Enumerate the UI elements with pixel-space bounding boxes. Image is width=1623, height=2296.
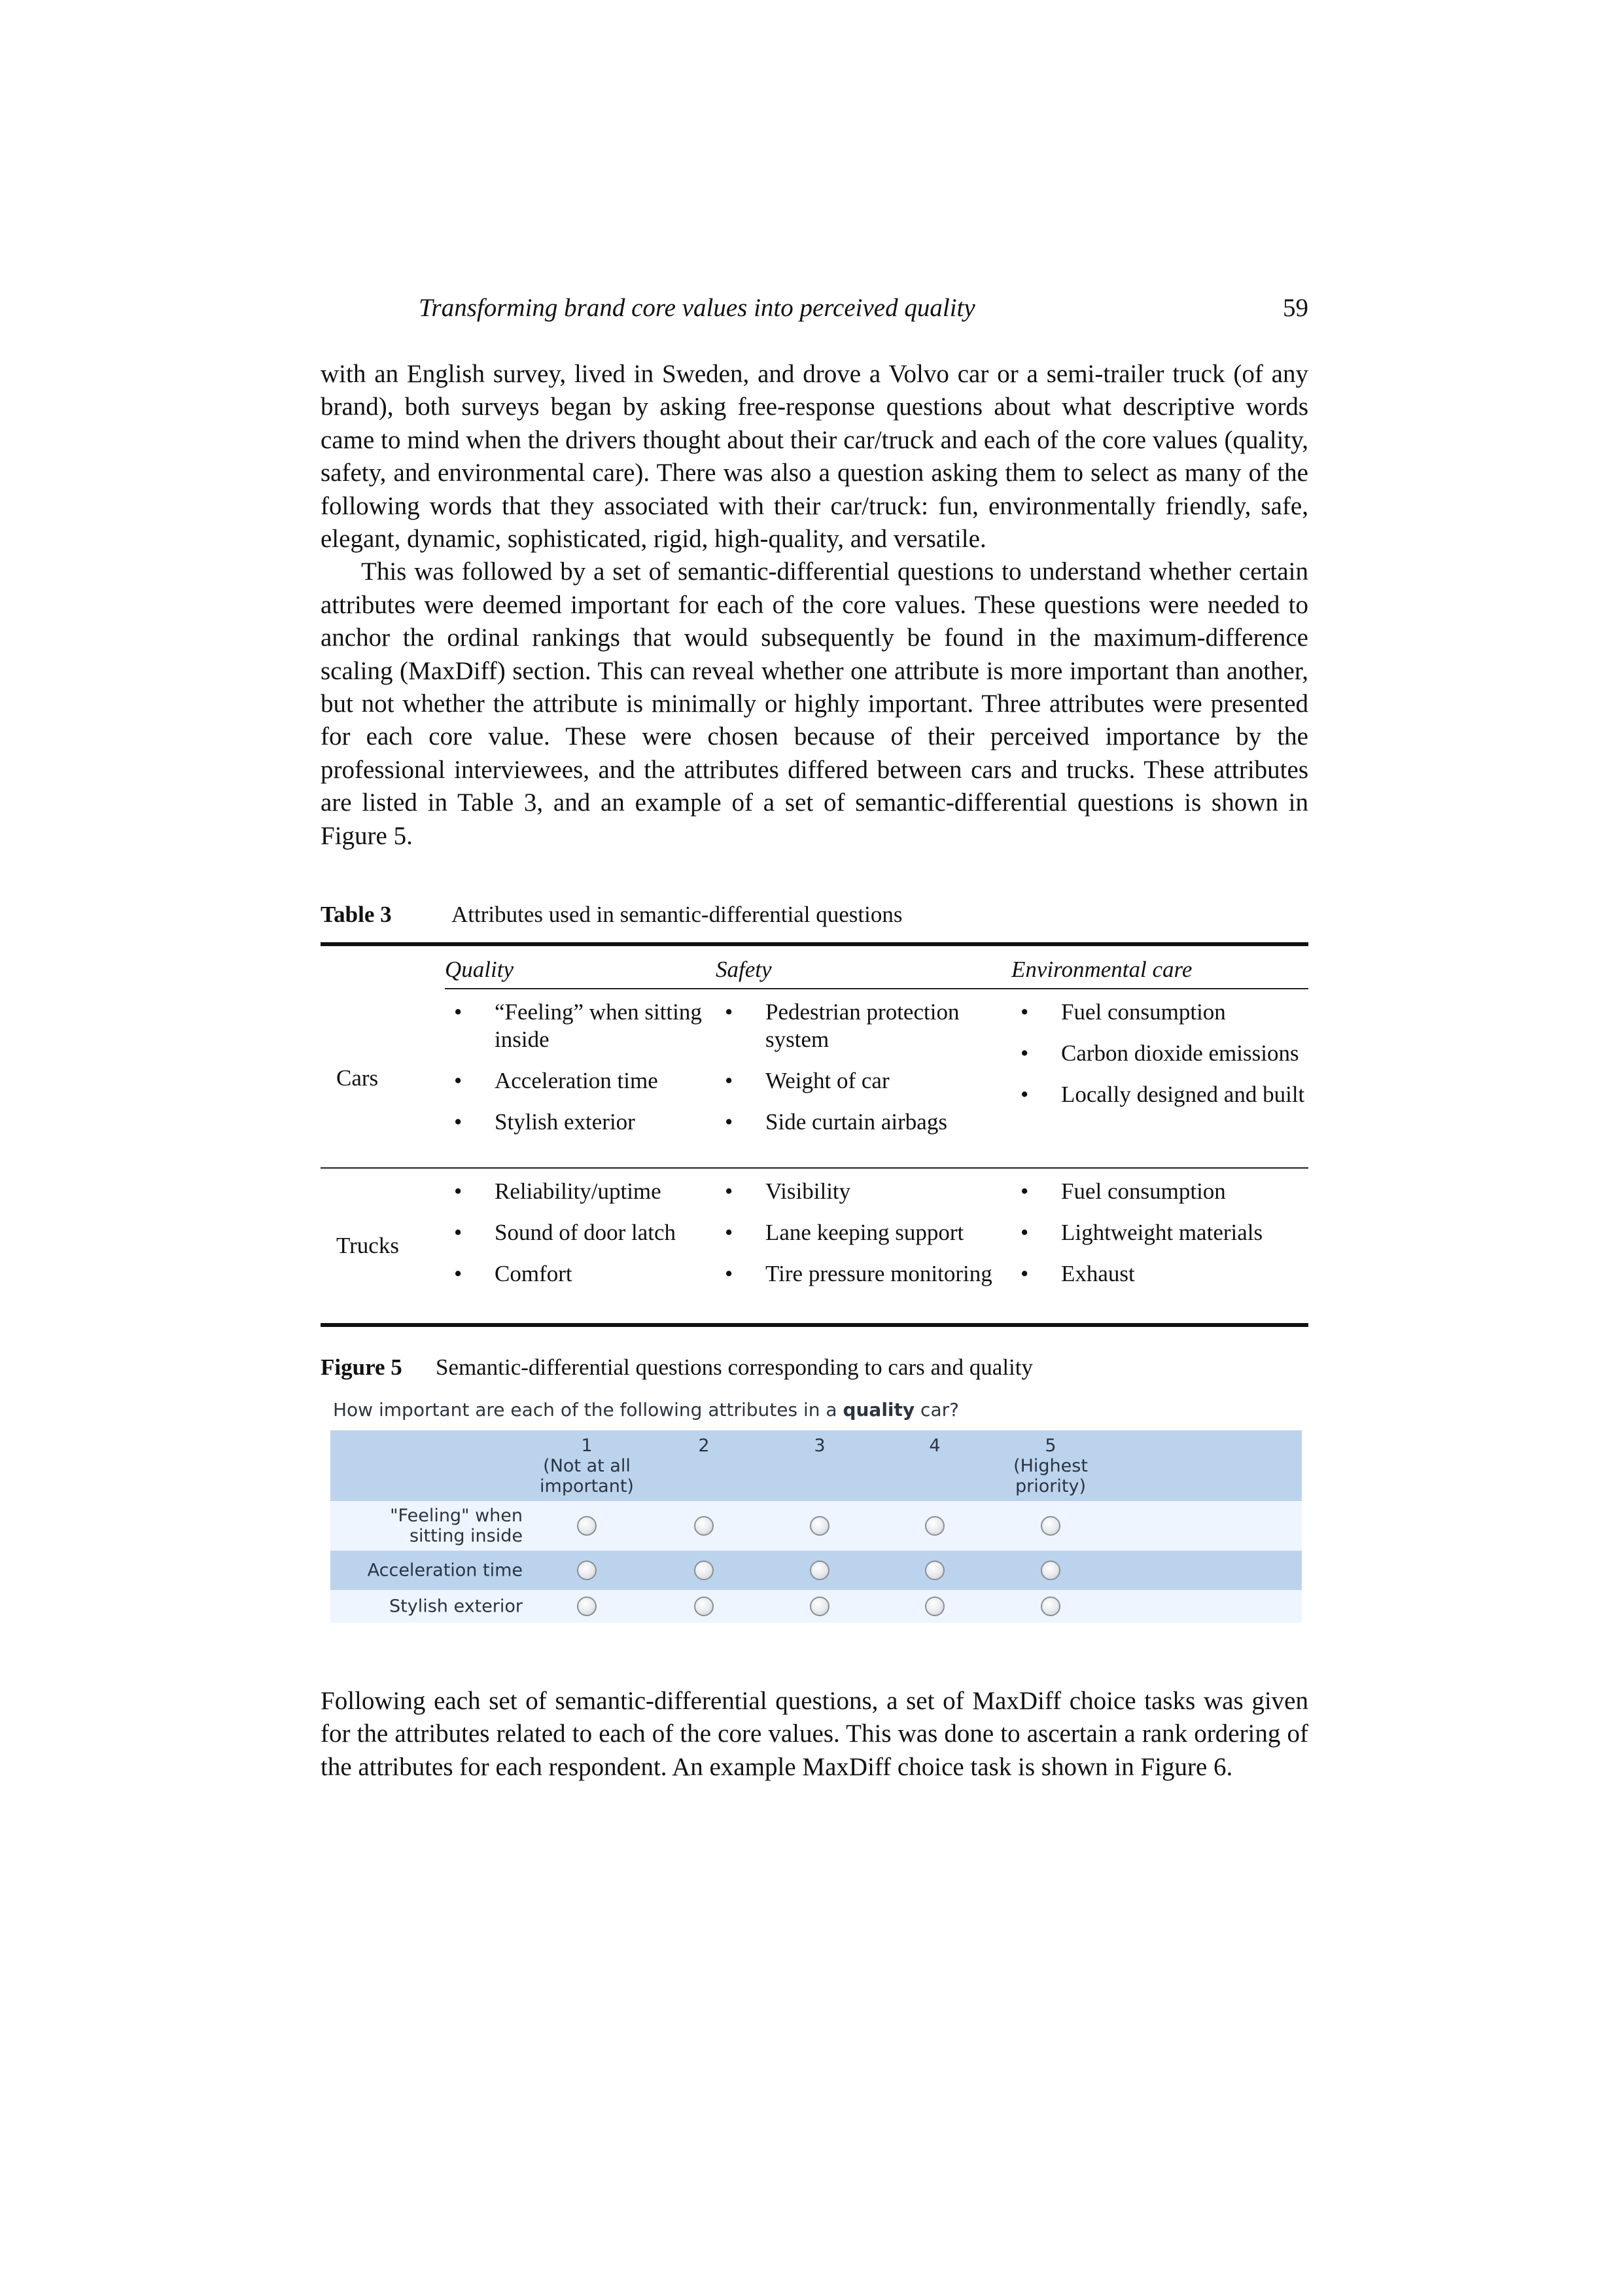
radio-button[interactable]: [1041, 1597, 1060, 1616]
survey-row-stylish: [330, 1590, 1302, 1623]
page-number: 59: [1283, 294, 1308, 322]
list-item: • Tire pressure monitoring: [716, 1260, 1011, 1288]
table-caption: [321, 902, 902, 928]
radio-button[interactable]: [925, 1561, 945, 1580]
column-header-quality: Quality: [445, 957, 514, 982]
body-text-top: [321, 358, 1308, 853]
survey-question: How important are each of the following attributes in a quality car?: [333, 1399, 959, 1421]
radio-button[interactable]: [577, 1561, 597, 1580]
attribute-label: Acceleration time: [367, 1560, 523, 1581]
list-item: • Fuel consumption: [1011, 998, 1308, 1026]
survey-row-feeling: [330, 1501, 1302, 1551]
survey-grid: [330, 1430, 1302, 1623]
paragraph: with an English survey, lived in Sweden, and drove a Volvo car or a semi-trailer truck (of any brand), both surveys began by asking free-response questions about what descriptive words came to mind when the drivers thought about their car/truck and each of the core values (quality, safety, and environmental care). There was also a question asking them to select as many of the following words that they associated with their car/truck: fun, environmentally friendly, safe, elegant, dynamic, sophisticated, rigid, high-quality, and versatile.: [321, 360, 1308, 554]
column-header-safety: Safety: [716, 957, 772, 982]
page-header: [321, 293, 1308, 326]
radio-button[interactable]: [810, 1516, 829, 1536]
paragraph: Following each set of semantic-differential questions, a set of MaxDiff choice tasks was given for the attributes related to each of the core values. This was done to ascertain a rank ordering of the attributes for each respondent. An example MaxDiff choice task is shown in Figure 6.: [321, 1687, 1308, 1781]
table-label: Table 3: [321, 902, 392, 927]
row-label-cars: Cars: [336, 1065, 379, 1091]
radio-button[interactable]: [694, 1516, 714, 1536]
body-text-bottom: [321, 1685, 1308, 1784]
list-item: • Exhaust: [1011, 1260, 1308, 1288]
list-item: • Sound of door latch: [445, 1219, 716, 1246]
cell-cars-environmental: [1011, 989, 1308, 1167]
scale-label-5: 5 (Highest priority): [1013, 1436, 1088, 1496]
list-item: • Fuel consumption: [1011, 1178, 1308, 1205]
table-caption-text: Attributes used in semantic-differential questions: [451, 902, 903, 927]
scale-header: [330, 1430, 1302, 1501]
attribute-label: "Feeling" when sitting inside: [390, 1506, 523, 1546]
scale-label-3: 3: [814, 1436, 826, 1456]
radio-button[interactable]: [1041, 1561, 1060, 1580]
survey-row-acceleration: [330, 1551, 1302, 1590]
list-item: • Comfort: [445, 1260, 716, 1288]
list-item: • Locally designed and built: [1011, 1081, 1308, 1108]
list-item: • Pedestrian protection system: [716, 998, 1011, 1053]
radio-button[interactable]: [694, 1561, 714, 1580]
scale-label-2: 2: [698, 1436, 710, 1456]
cell-cars-safety: [716, 989, 1011, 1167]
scale-label-1: 1 (Not at all important): [540, 1436, 634, 1496]
cell-cars-quality: [445, 989, 716, 1167]
cell-trucks-safety: [716, 1169, 1011, 1323]
figure-caption-text: Semantic-differential questions corresponding to cars and quality: [436, 1354, 1033, 1380]
radio-button[interactable]: [925, 1516, 945, 1536]
figure-caption: [321, 1354, 1033, 1381]
table-header-row: [445, 946, 1308, 989]
radio-button[interactable]: [925, 1597, 945, 1616]
survey-figure: [330, 1399, 1302, 1628]
list-item: • Carbon dioxide emissions: [1011, 1040, 1308, 1067]
radio-button[interactable]: [577, 1597, 597, 1616]
column-header-environmental-care: Environmental care: [1011, 957, 1193, 982]
cell-trucks-environmental: [1011, 1169, 1308, 1323]
list-item: • “Feeling” when sitting inside: [445, 998, 716, 1053]
table-row-cars: [321, 989, 1308, 1169]
scale-label-4: 4: [929, 1436, 941, 1456]
paragraph: This was followed by a set of semantic-differential questions to understand whether certain attributes were deemed important for each of the core values. These questions were needed to anchor the ordinal rankings that would subsequently be found in the maximum-difference scaling (MaxDiff) section. This can reveal whether one attribute is more important than another, but not whether the attribute is minimally or highly important. Three attributes were presented for each core value. These were chosen because of their perceived importance by the professional interviewees, and the attributes differed between cars and trucks. These attributes are listed in Table 3, and an example of a set of semantic-differential questions is shown in Figure 5.: [321, 557, 1308, 850]
figure-label: Figure 5: [321, 1354, 402, 1380]
list-item: • Acceleration time: [445, 1067, 716, 1095]
list-item: • Reliability/uptime: [445, 1178, 716, 1205]
radio-button[interactable]: [810, 1597, 829, 1616]
list-item: • Stylish exterior: [445, 1108, 716, 1136]
running-title: Transforming brand core values into perceived quality: [419, 294, 975, 322]
radio-button[interactable]: [1041, 1516, 1060, 1536]
list-item: • Visibility: [716, 1178, 1011, 1205]
radio-button[interactable]: [694, 1597, 714, 1616]
attributes-table: [321, 942, 1308, 1327]
radio-button[interactable]: [810, 1561, 829, 1580]
list-item: • Lane keeping support: [716, 1219, 1011, 1246]
list-item: • Side curtain airbags: [716, 1108, 1011, 1136]
table-row-trucks: [321, 1169, 1308, 1323]
attribute-label: Stylish exterior: [389, 1596, 523, 1617]
row-label-trucks: Trucks: [336, 1233, 399, 1258]
list-item: • Lightweight materials: [1011, 1219, 1308, 1246]
cell-trucks-quality: [445, 1169, 716, 1323]
radio-button[interactable]: [577, 1516, 597, 1536]
list-item: • Weight of car: [716, 1067, 1011, 1095]
